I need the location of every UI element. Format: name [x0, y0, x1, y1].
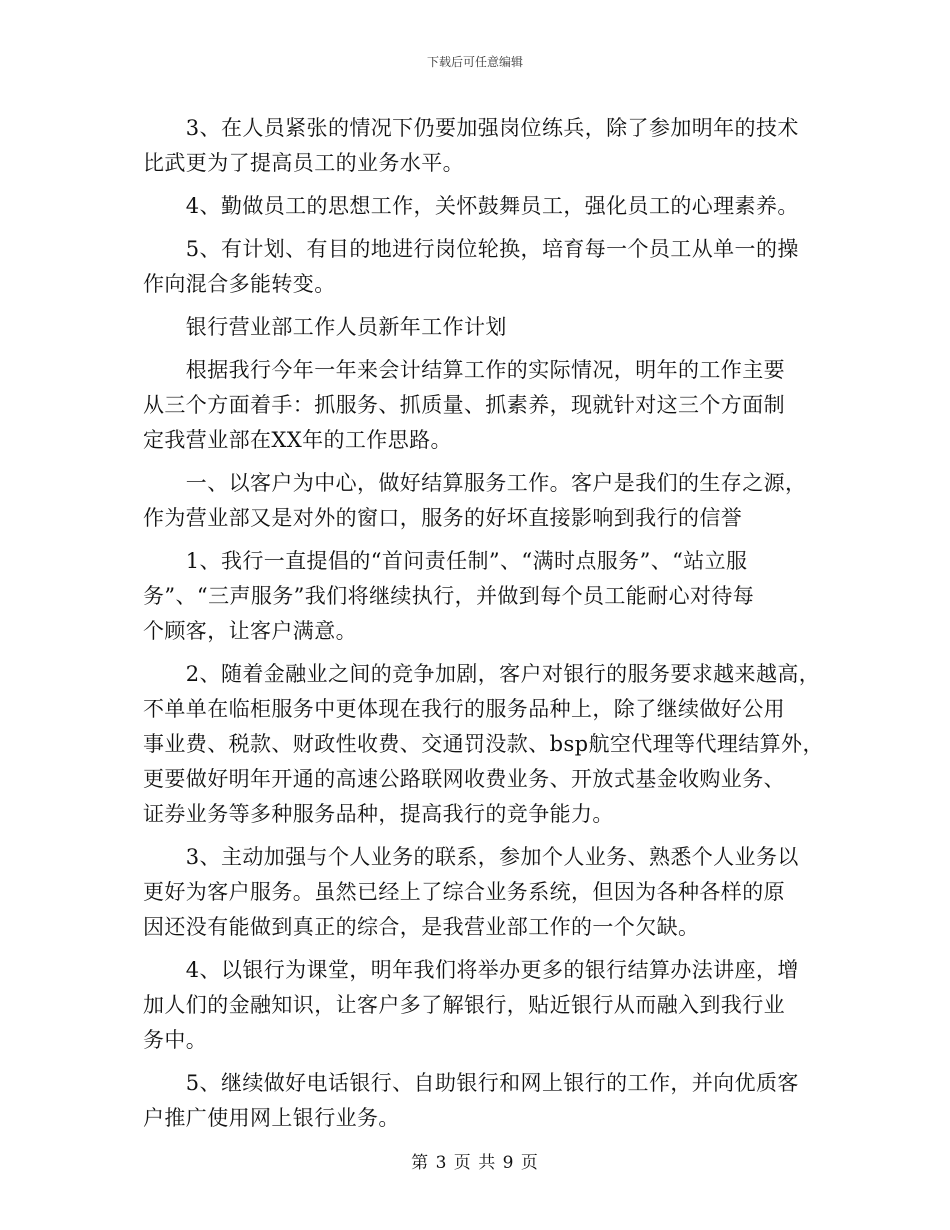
paragraph — [143, 1066, 823, 1136]
paragraph-line: 个顾客，让客户满意。 — [143, 619, 357, 643]
paragraph-line: 5、继续做好电话银行、自助银行和网上银行的工作，并向优质客 — [143, 1071, 799, 1095]
paragraph-line: 比武更为了提高员工的业务水平。 — [143, 151, 464, 175]
paragraph-line: 从三个方面着手：抓服务、抓质量、抓素养，现就针对这三个方面制 — [143, 393, 785, 417]
paragraph-line: 不单单在临柜服务中更体现在我行的服务品种上，除了继续做好公用 — [143, 697, 785, 721]
paragraph-line: 作向混合多能转变。 — [143, 272, 336, 296]
paragraph-line: 2、随着金融业之间的竞争加剧，客户对银行的服务要求越来越高， — [143, 662, 821, 686]
paragraph — [143, 232, 823, 302]
paragraph-line: 证券业务等多种服务品种，提高我行的竞争能力。 — [143, 802, 614, 826]
paragraph-line: 定我营业部在XX年的工作思路。 — [143, 428, 452, 452]
document-body — [143, 111, 823, 1144]
paragraph — [143, 111, 823, 181]
paragraph-line: 银行营业部工作人员新年工作计划 — [143, 315, 507, 339]
paragraph-line: 3、主动加强与个人业务的联系，参加个人业务、熟悉个人业务以 — [143, 845, 799, 869]
paragraph-line: 3、在人员紧张的情况下仍要加强岗位练兵，除了参加明年的技术 — [143, 116, 799, 140]
paragraph — [143, 353, 823, 458]
paragraph-line: 4、勤做员工的思想工作，关怀鼓舞员工，强化员工的心理素养。 — [143, 194, 799, 218]
paragraph-line: 务”、“三声服务”我们将继续执行，并做到每个员工能耐心对待每 — [143, 584, 755, 608]
paragraph-line: 户推广使用网上银行业务。 — [143, 1106, 400, 1130]
paragraph — [143, 466, 823, 536]
paragraph-line: 更好为客户服务。虽然已经上了综合业务系统，但因为各种各样的原 — [143, 880, 785, 904]
paragraph-line: 更要做好明年开通的高速公路联网收费业务、开放式基金收购业务、 — [143, 767, 785, 791]
page-header: 下载后可任意编辑 — [426, 55, 523, 69]
page-footer-page-number: 第 3 页 共 9 页 — [411, 1153, 539, 1173]
paragraph-line: 事业费、税款、财政性收费、交通罚没款、bsp航空代理等代理结算外， — [143, 732, 824, 756]
paragraph-line: 根据我行今年一年来会计结算工作的实际情况，明年的工作主要 — [143, 358, 785, 382]
paragraph — [143, 310, 823, 345]
paragraph — [143, 953, 823, 1058]
paragraph-line: 加人们的金融知识，让客户多了解银行，贴近银行从而融入到我行业 — [143, 993, 785, 1017]
paragraph-line: 4、以银行为课堂，明年我们将举办更多的银行结算办法讲座，增 — [143, 958, 799, 982]
paragraph-line: 1、我行一直提倡的“首问责任制”、“满时点服务”、“站立服 — [143, 549, 748, 573]
paragraph — [143, 544, 823, 649]
paragraph — [143, 840, 823, 945]
paragraph-line: 5、有计划、有目的地进行岗位轮换，培育每一个员工从单一的操 — [143, 237, 799, 261]
paragraph — [143, 189, 823, 224]
paragraph-line: 作为营业部又是对外的窗口，服务的好坏直接影响到我行的信誉 — [143, 506, 743, 530]
paragraph-line: 一、以客户为中心，做好结算服务工作。客户是我们的生存之源， — [143, 471, 807, 495]
paragraph — [143, 657, 823, 832]
paragraph-line: 因还没有能做到真正的综合，是我营业部工作的一个欠缺。 — [143, 915, 700, 939]
paragraph-line: 务中。 — [143, 1028, 208, 1052]
